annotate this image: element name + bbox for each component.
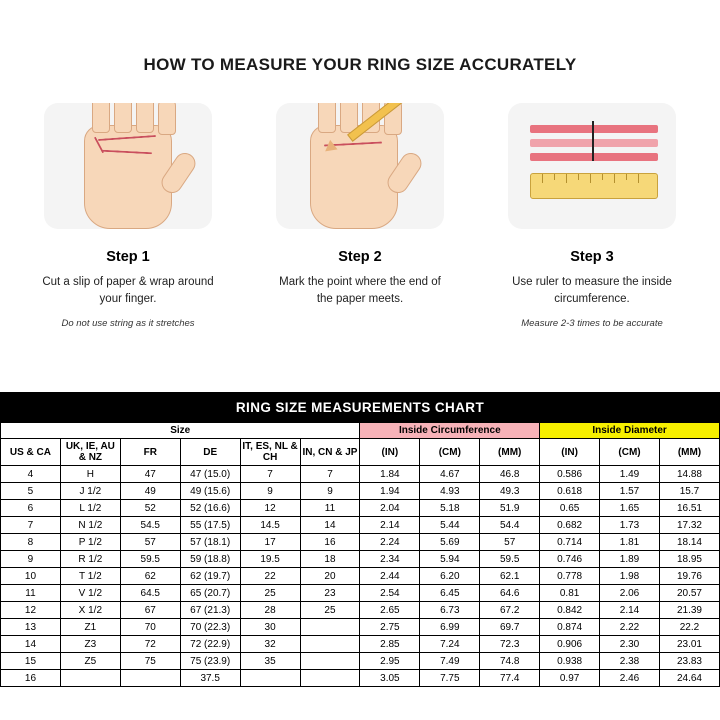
table-cell: 14 — [1, 636, 61, 653]
column-header-diam-cm: (CM) — [600, 439, 660, 466]
table-cell: Z1 — [60, 619, 120, 636]
table-cell: 17 — [240, 534, 300, 551]
table-cell — [300, 670, 360, 687]
table-cell: 57 — [480, 534, 540, 551]
table-cell: 57 (18.1) — [180, 534, 240, 551]
step-2-title: Step 2 — [338, 249, 382, 265]
table-cell: 4 — [1, 466, 61, 483]
column-header-circ-mm: (MM) — [480, 439, 540, 466]
table-cell: 54.5 — [120, 517, 180, 534]
table-row — [1, 517, 720, 534]
ring-size-chart — [0, 392, 720, 687]
table-cell: 62 — [120, 568, 180, 585]
table-cell: 37.5 — [180, 670, 240, 687]
step-1 — [38, 103, 218, 329]
table-cell: 9 — [300, 483, 360, 500]
table-cell: 23 — [300, 585, 360, 602]
table-row — [1, 551, 720, 568]
table-cell: 59 (18.8) — [180, 551, 240, 568]
hand-with-pencil-icon — [276, 103, 444, 229]
table-row — [1, 653, 720, 670]
step-2-description: Mark the point where the end of the paper meets. — [279, 276, 441, 305]
table-cell: 3.05 — [360, 670, 420, 687]
table-cell: 14.88 — [659, 466, 719, 483]
table-row — [1, 619, 720, 636]
table-cell: 2.54 — [360, 585, 420, 602]
table-cell: 7.24 — [420, 636, 480, 653]
table-cell: 0.586 — [540, 466, 600, 483]
table-cell: H — [60, 466, 120, 483]
table-cell: 0.906 — [540, 636, 600, 653]
column-header-diam-mm: (MM) — [659, 439, 719, 466]
table-cell: 30 — [240, 619, 300, 636]
ring-size-table — [0, 422, 720, 687]
table-cell: R 1/2 — [60, 551, 120, 568]
table-cell: 65 (20.7) — [180, 585, 240, 602]
table-cell: 10 — [1, 568, 61, 585]
table-cell: 77.4 — [480, 670, 540, 687]
table-cell: Z5 — [60, 653, 120, 670]
table-cell: 16.51 — [659, 500, 719, 517]
table-row — [1, 500, 720, 517]
table-cell: 2.95 — [360, 653, 420, 670]
table-cell: 18 — [300, 551, 360, 568]
table-cell: 28 — [240, 602, 300, 619]
table-cell: 2.14 — [360, 517, 420, 534]
step-3-title: Step 3 — [570, 249, 614, 265]
table-cell: 0.842 — [540, 602, 600, 619]
table-cell: 7.49 — [420, 653, 480, 670]
table-body — [1, 466, 720, 687]
table-cell: 62.1 — [480, 568, 540, 585]
chart-title: RING SIZE MEASUREMENTS CHART — [0, 392, 720, 422]
step-2 — [270, 103, 450, 329]
table-cell: 67.2 — [480, 602, 540, 619]
table-cell: 19.5 — [240, 551, 300, 568]
table-cell: 64.5 — [120, 585, 180, 602]
table-cell — [240, 670, 300, 687]
column-header-circ-in: (IN) — [360, 439, 420, 466]
table-cell: 1.73 — [600, 517, 660, 534]
table-cell: 6 — [1, 500, 61, 517]
table-row — [1, 466, 720, 483]
table-cell: 49.3 — [480, 483, 540, 500]
table-cell: 75 (23.9) — [180, 653, 240, 670]
table-cell: 0.938 — [540, 653, 600, 670]
table-cell: 59.5 — [480, 551, 540, 568]
table-cell — [300, 653, 360, 670]
table-cell: 1.89 — [600, 551, 660, 568]
table-cell: 2.75 — [360, 619, 420, 636]
table-cell: 2.34 — [360, 551, 420, 568]
column-header-de: DE — [180, 439, 240, 466]
table-cell: 0.65 — [540, 500, 600, 517]
table-cell: 70 — [120, 619, 180, 636]
table-cell: 52 — [120, 500, 180, 517]
table-cell: X 1/2 — [60, 602, 120, 619]
table-row — [1, 568, 720, 585]
table-cell: 0.618 — [540, 483, 600, 500]
table-cell: 69.7 — [480, 619, 540, 636]
table-cell: 9 — [240, 483, 300, 500]
table-cell: 22.2 — [659, 619, 719, 636]
table-cell: 17.32 — [659, 517, 719, 534]
steps-section — [0, 103, 720, 329]
table-cell: 6.73 — [420, 602, 480, 619]
table-cell: 70 (22.3) — [180, 619, 240, 636]
table-cell: 7 — [1, 517, 61, 534]
group-header-inside-diameter: Inside Diameter — [540, 423, 720, 439]
step-3 — [502, 103, 682, 329]
table-cell: 35 — [240, 653, 300, 670]
table-cell: 55 (17.5) — [180, 517, 240, 534]
step-1-title: Step 1 — [106, 249, 150, 265]
table-cell: 6.99 — [420, 619, 480, 636]
table-row — [1, 602, 720, 619]
table-cell: 2.14 — [600, 602, 660, 619]
column-header-in-cn-jp: IN, CN & JP — [300, 439, 360, 466]
table-cell: 1.49 — [600, 466, 660, 483]
table-cell: 47 — [120, 466, 180, 483]
table-cell: 4.93 — [420, 483, 480, 500]
table-cell: Z3 — [60, 636, 120, 653]
table-cell: 19.76 — [659, 568, 719, 585]
table-cell: 11 — [1, 585, 61, 602]
table-cell: 4.67 — [420, 466, 480, 483]
table-cell: T 1/2 — [60, 568, 120, 585]
table-cell: 72 — [120, 636, 180, 653]
table-cell: 6.20 — [420, 568, 480, 585]
table-cell: 32 — [240, 636, 300, 653]
table-cell: 2.65 — [360, 602, 420, 619]
table-cell: 67 (21.3) — [180, 602, 240, 619]
table-cell: 5.44 — [420, 517, 480, 534]
table-cell: 2.30 — [600, 636, 660, 653]
column-header-circ-cm: (CM) — [420, 439, 480, 466]
table-row — [1, 483, 720, 500]
table-cell: 18.95 — [659, 551, 719, 568]
table-cell: 20.57 — [659, 585, 719, 602]
table-cell: 12 — [1, 602, 61, 619]
table-row — [1, 534, 720, 551]
table-cell: V 1/2 — [60, 585, 120, 602]
table-cell: 0.97 — [540, 670, 600, 687]
step-1-note: Do not use string as it stretches — [61, 318, 195, 330]
group-header-inside-circumference: Inside Circumference — [360, 423, 540, 439]
table-cell: 12 — [240, 500, 300, 517]
table-cell: 7 — [300, 466, 360, 483]
table-cell: 2.24 — [360, 534, 420, 551]
table-cell: 1.57 — [600, 483, 660, 500]
table-cell: 2.38 — [600, 653, 660, 670]
table-cell: L 1/2 — [60, 500, 120, 517]
table-cell — [300, 619, 360, 636]
table-cell: 59.5 — [120, 551, 180, 568]
table-cell: 2.85 — [360, 636, 420, 653]
ruler-measuring-strip-icon — [508, 103, 676, 229]
table-cell: 49 — [120, 483, 180, 500]
table-cell: 1.81 — [600, 534, 660, 551]
table-cell: 57 — [120, 534, 180, 551]
table-cell: 11 — [300, 500, 360, 517]
table-cell: P 1/2 — [60, 534, 120, 551]
table-cell: 72.3 — [480, 636, 540, 653]
table-cell: 16 — [300, 534, 360, 551]
page-title: HOW TO MEASURE YOUR RING SIZE ACCURATELY — [143, 55, 577, 74]
table-cell: 8 — [1, 534, 61, 551]
table-cell: 5.69 — [420, 534, 480, 551]
table-cell: 15.7 — [659, 483, 719, 500]
table-cell: 0.746 — [540, 551, 600, 568]
column-header-uk-ie-au-nz: UK, IE, AU & NZ — [60, 439, 120, 466]
table-cell: 25 — [240, 585, 300, 602]
step-3-note: Measure 2-3 times to be accurate — [521, 318, 663, 330]
column-header-us-ca: US & CA — [1, 439, 61, 466]
table-cell: 51.9 — [480, 500, 540, 517]
column-header-fr: FR — [120, 439, 180, 466]
step-3-description: Use ruler to measure the inside circumference. — [512, 276, 672, 305]
table-cell: 74.8 — [480, 653, 540, 670]
table-cell: 7.75 — [420, 670, 480, 687]
table-cell: 6.45 — [420, 585, 480, 602]
table-cell: 5 — [1, 483, 61, 500]
table-cell: 64.6 — [480, 585, 540, 602]
table-column-header-row — [1, 439, 720, 466]
table-cell: 0.81 — [540, 585, 600, 602]
table-cell: 1.94 — [360, 483, 420, 500]
table-cell: 54.4 — [480, 517, 540, 534]
table-cell — [120, 670, 180, 687]
table-cell — [60, 670, 120, 687]
table-cell: 20 — [300, 568, 360, 585]
table-cell: 16 — [1, 670, 61, 687]
table-cell: 62 (19.7) — [180, 568, 240, 585]
step-1-description: Cut a slip of paper & wrap around your finger. — [42, 276, 214, 305]
table-cell: 0.874 — [540, 619, 600, 636]
table-cell: 1.65 — [600, 500, 660, 517]
table-cell: 2.22 — [600, 619, 660, 636]
table-cell: 14.5 — [240, 517, 300, 534]
table-cell: 0.682 — [540, 517, 600, 534]
table-cell: 13 — [1, 619, 61, 636]
column-header-it-es-nl-ch: IT, ES, NL & CH — [240, 439, 300, 466]
table-cell: 2.46 — [600, 670, 660, 687]
table-cell: 72 (22.9) — [180, 636, 240, 653]
table-cell: 75 — [120, 653, 180, 670]
table-cell: 1.98 — [600, 568, 660, 585]
table-cell: 21.39 — [659, 602, 719, 619]
table-row — [1, 636, 720, 653]
table-cell: 0.714 — [540, 534, 600, 551]
table-cell: 2.44 — [360, 568, 420, 585]
table-cell: 46.8 — [480, 466, 540, 483]
table-cell: J 1/2 — [60, 483, 120, 500]
table-cell: 1.84 — [360, 466, 420, 483]
table-cell: 24.64 — [659, 670, 719, 687]
table-cell: N 1/2 — [60, 517, 120, 534]
table-cell: 67 — [120, 602, 180, 619]
table-cell: 23.83 — [659, 653, 719, 670]
hand-with-paper-strip-icon — [44, 103, 212, 229]
table-cell: 47 (15.0) — [180, 466, 240, 483]
table-cell: 25 — [300, 602, 360, 619]
table-cell: 23.01 — [659, 636, 719, 653]
table-cell: 2.04 — [360, 500, 420, 517]
table-cell: 2.06 — [600, 585, 660, 602]
table-cell: 0.778 — [540, 568, 600, 585]
table-cell — [300, 636, 360, 653]
table-cell: 7 — [240, 466, 300, 483]
table-cell: 14 — [300, 517, 360, 534]
table-row — [1, 670, 720, 687]
table-cell: 52 (16.6) — [180, 500, 240, 517]
table-cell: 22 — [240, 568, 300, 585]
table-cell: 18.14 — [659, 534, 719, 551]
table-cell: 5.94 — [420, 551, 480, 568]
table-cell: 49 (15.6) — [180, 483, 240, 500]
table-group-header-row — [1, 423, 720, 439]
table-row — [1, 585, 720, 602]
column-header-diam-in: (IN) — [540, 439, 600, 466]
table-cell: 15 — [1, 653, 61, 670]
table-cell: 9 — [1, 551, 61, 568]
table-cell: 5.18 — [420, 500, 480, 517]
group-header-size: Size — [1, 423, 360, 439]
